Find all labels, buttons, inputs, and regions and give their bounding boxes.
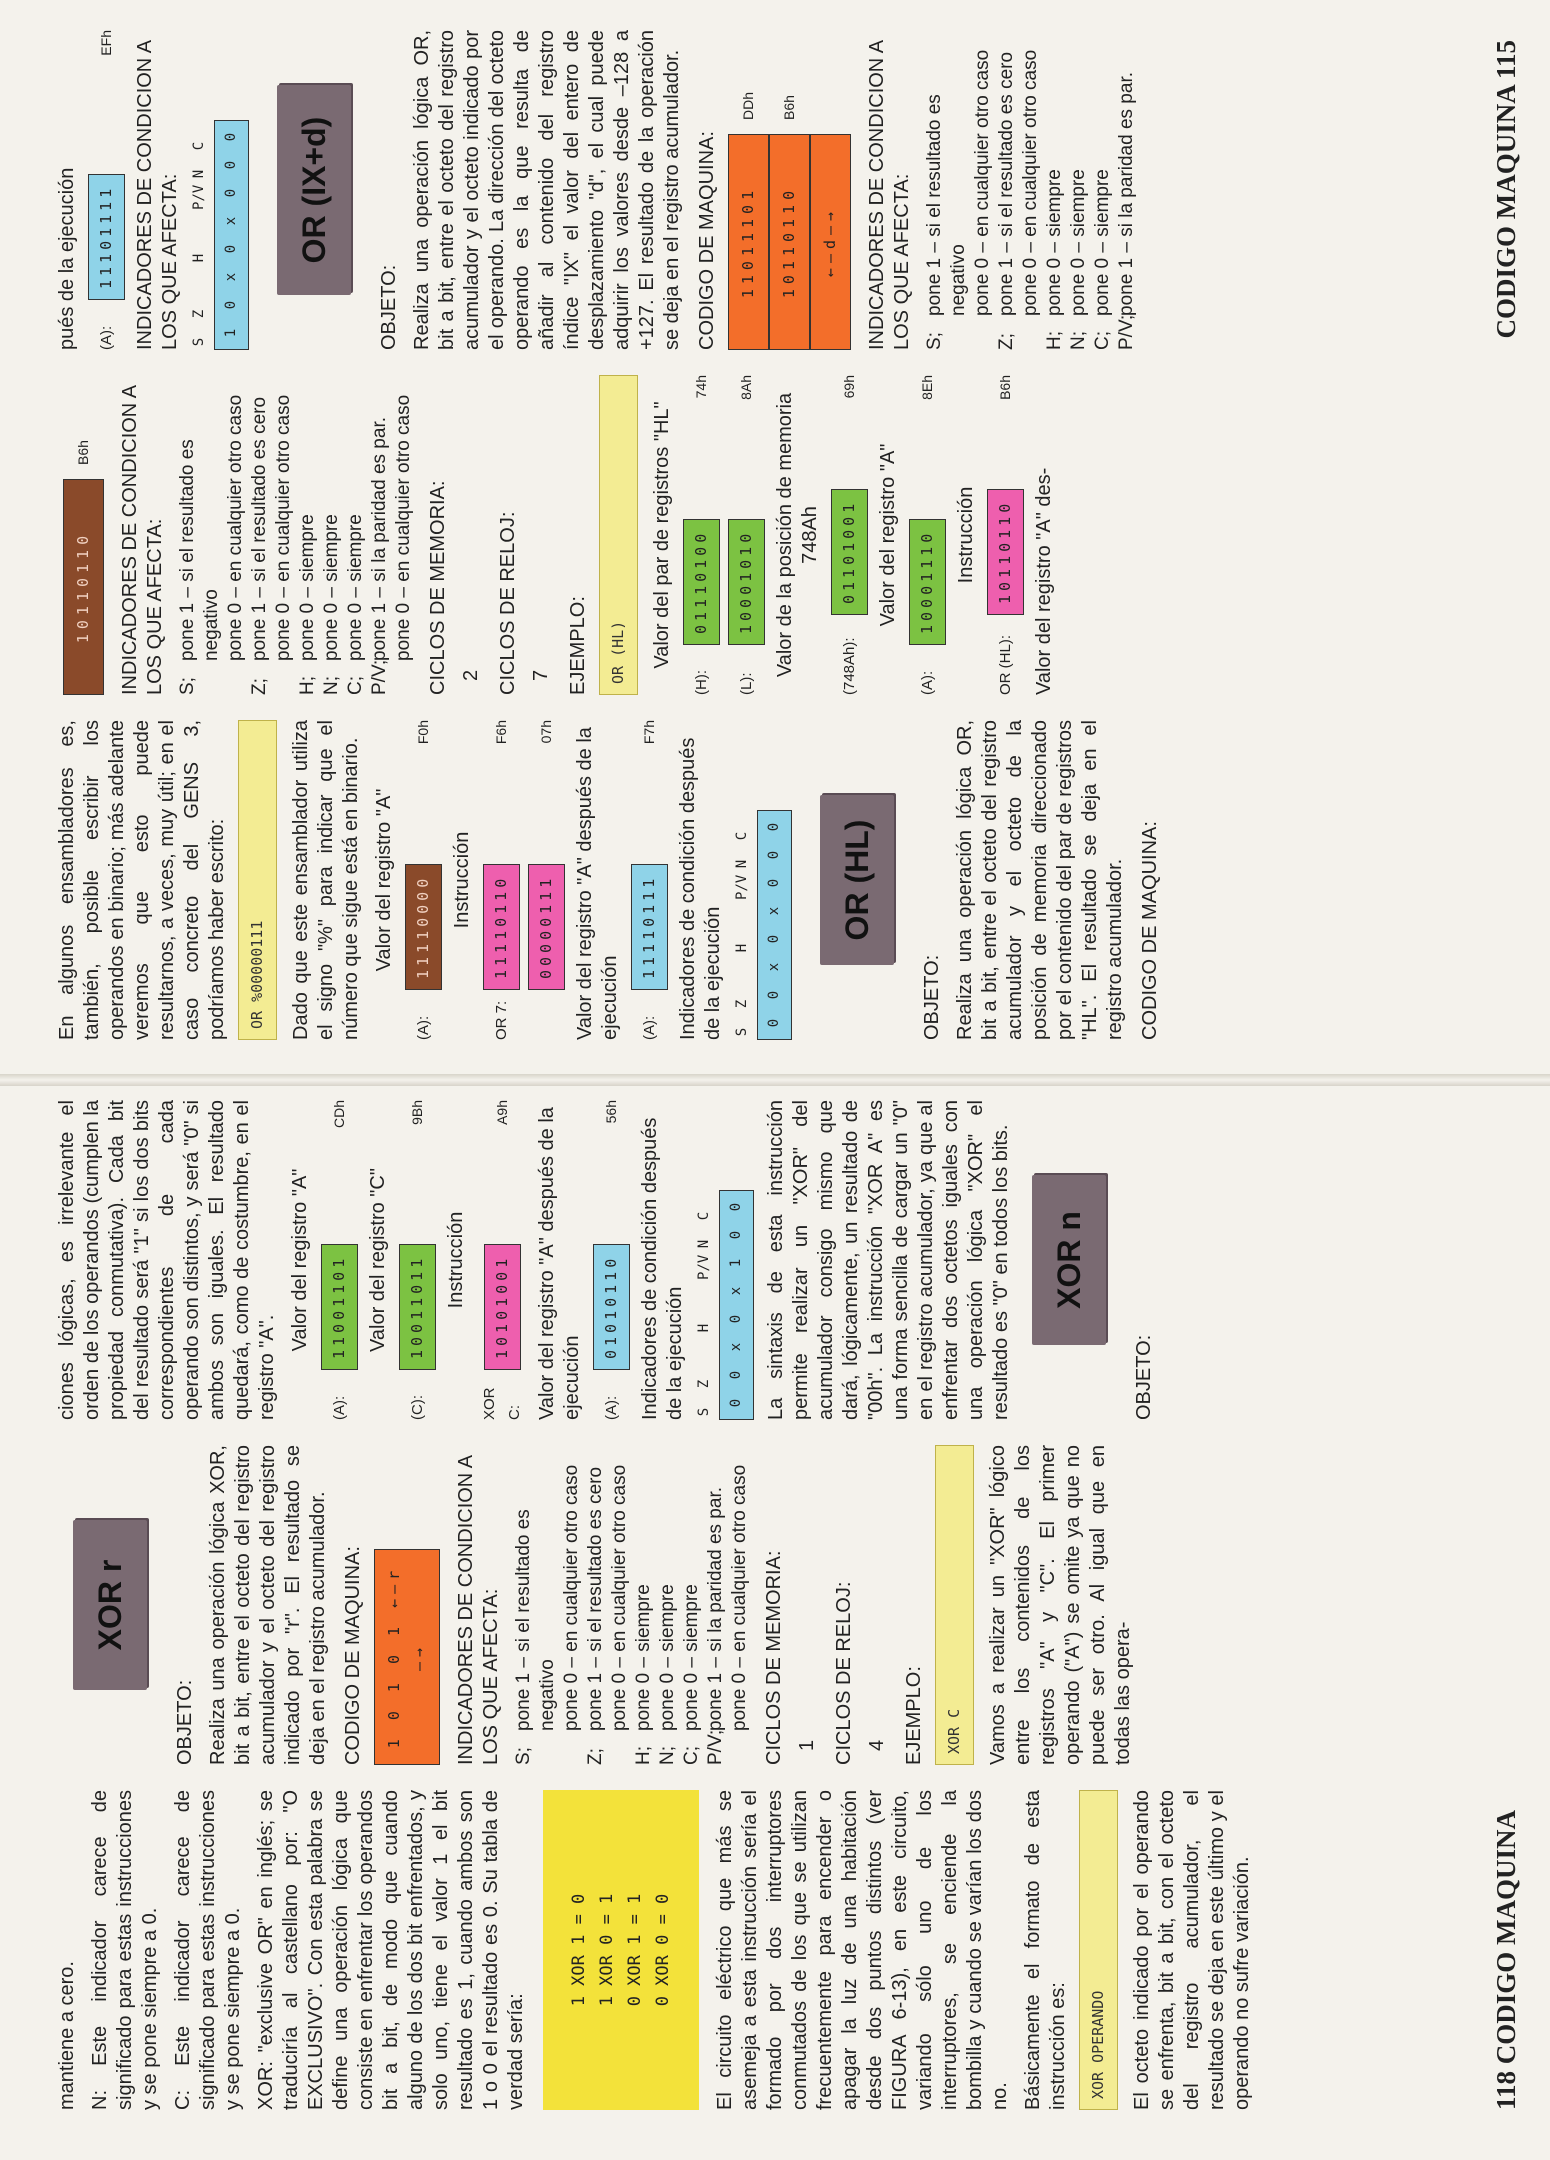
flag-value: 1 [728,1258,744,1268]
register-bits: 10110110 [987,489,1024,615]
register-bits: 10011011 [399,1244,436,1370]
flag-name [187,222,212,238]
register-bits: 11001101 [321,1244,358,1370]
flag-value: 0 [766,1018,782,1028]
paragraph: En algunos ensambladores es, también, posible escribir los operandos en binario; más adelante veremos que esto puede resultarnos, a veces, muy útil; en el caso concreto del GENS 3, podríamos haber escrito: [56,720,228,1040]
value-label: Indicadores de condición después de la ejecución [639,1117,686,1420]
ejemplo-label: EJEMPLO: [567,596,589,695]
left-column-1 [55,1790,1263,2110]
flag-text: pone 0 – siempre [1092,169,1113,316]
register-bits: 10101001 [484,1244,521,1370]
paragraph: ciones lógicas, es irrelevante el orden de los operandos (cumplen la propiedad conmutativa). Cada bit del resultado será "1" si los dos bits correspondientes de cada operando son distintos, y será "0" si ambos son iguales. El resultado quedará, como de costumbre, en el registro "A". [56,1100,278,1420]
register-hex: 69h [841,375,857,399]
truth-row: 0 XOR 0 = 0 [653,1893,673,2007]
flag-value: x [223,216,239,226]
left-column-3 [55,1100,1165,1420]
flag-name: Z [191,309,207,319]
flag-text: pone 0 – siempre [345,514,366,661]
register-bits: 01110100 [683,519,720,645]
flag-text: pone 0 – en cualquier otro caso [561,1464,582,1731]
flag-key [272,661,296,695]
flag-text: pone 0 – en cualquier otro caso [393,394,414,661]
flag-key: P/V; [1116,314,1137,350]
value-label: Instrucción [445,1211,467,1309]
register-row [631,720,668,1040]
flag-text: pone 0 – siempre [1044,169,1065,316]
flag-names [187,30,212,350]
opcode-cell: 10110110 [769,134,810,350]
flag-text: pone 1 – si el resultado es cero [996,51,1017,316]
value-label: Valor de la posición de memoria 748Ah [774,392,821,678]
paragraph: Dado que este ensamblador utiliza el signo "%" para indicar que el número que sigue está en binario. [290,720,362,1040]
flag-text: pone 0 – siempre [321,514,342,661]
register-hex: CDh [331,1100,347,1129]
flags-list [176,375,416,695]
flag-values [757,810,792,1040]
flag-key [971,316,995,350]
flag-value: 0 [223,160,239,170]
register-label: (A): [603,1395,620,1420]
register-bits: 10001110 [909,519,946,645]
opcode-cell: ←—d—→ [810,134,851,350]
paragraph: N: Este indicador carece de significado para estas instrucciones y se pone siempre a 0. [89,1790,161,2110]
objeto-label: OBJETO: [1133,1334,1155,1420]
flag-value: x [728,1342,744,1352]
value-label: Valor del registro "A" después de la ejecución [536,1107,583,1420]
flag-name: S [696,1407,712,1417]
machine-code [63,375,104,695]
right-column-3 [55,30,1139,350]
flag-text: pone 1 – si el resultado es cero [585,1466,606,1731]
flag-name [692,1348,717,1364]
flag-name [730,968,755,984]
machine-code [374,1445,440,1765]
register-row [728,375,765,695]
flag-text: pone 0 – siempre [297,514,318,661]
paragraph: La sintaxis de esta instrucción permite realizar un "XOR" del acumulador consigo mismo que dará, lógicamente, un resultado de "00h". La instrucción "XOR A" es una forma sencilla de cargar un "0" en el registro acumulador, ya que al enfrentar dos octetos iguales con una operación lógica "XOR" el resultado es "0" en todos los bits. [765,1100,1012,1420]
flag-name [730,912,755,928]
flag-value: 1 [223,328,239,338]
register-label: (A): [919,670,936,695]
register-label: (A): [98,325,115,350]
register-row [477,1100,527,1420]
value-label: Valor del registro "A" [877,443,899,627]
right-column-2 [55,375,1057,695]
flag-text: pone 1 – si el resultado es negativo [177,439,222,661]
register-hex: 8Ah [738,375,754,400]
left-column-2 [55,1445,1144,1765]
flag-name: P/V [734,874,750,900]
register-bits: 10001010 [728,519,765,645]
flag-value: 0 [766,850,782,860]
flag-key: P/V; [705,1729,726,1765]
flag-key: S; [924,332,945,350]
instruction-title: XOR n [1032,1175,1106,1345]
flag-key: H; [633,1746,654,1765]
flag-key: C; [1092,331,1113,350]
register-row [483,720,520,1040]
instruction-title: OR (HL) [820,795,894,965]
value-label: INDICADORES DE CONDICION A LOS QUE AFECTA: [134,41,181,350]
register-label: OR (HL): [997,635,1014,695]
flag-key [392,661,416,695]
flag-name: S [734,1027,750,1037]
opcode-hex: B6h [781,95,797,120]
flag-text: pone 1 – si el resultado es cero [249,396,270,661]
flag-value: x [728,1286,744,1296]
flag-text: pone 1 – si el resultado es negativo [513,1509,558,1731]
flag-name: N [191,169,207,179]
flag-key: N; [657,1746,678,1765]
paragraph: El octeto indicado por el operando se enfrenta, bit a bit, con el octeto del registro acumulador, el resultado se deja en este último y el operando no sufre variación. [1131,1790,1253,2110]
machine-code [728,30,851,350]
truth-row: 1 XOR 0 = 1 [597,1893,617,2007]
register-row [909,375,946,695]
flag-text: pone 0 – siempre [657,1584,678,1731]
flag-key: P/V; [369,659,390,695]
flag-name: C [191,141,207,151]
register-hex: 07h [538,720,554,744]
codigo-label: CODIGO DE MAQUINA: [342,1546,364,1765]
flag-name: C [734,831,750,841]
xor-truth-table [543,1790,699,2110]
flag-key: C; [345,676,366,695]
flag-name: Z [734,999,750,1009]
flag-key [728,1731,752,1765]
indicadores-label: INDICADORES DE CONDICION A LOS QUE AFECTA: [119,386,166,695]
ejemplo-label: EJEMPLO: [903,1666,925,1765]
flag-value: 0 [728,1370,744,1380]
flag-text: pone 0 – en cualquier otro caso [225,394,246,661]
objeto-text: Realiza una operación lógica OR, bit a bit, entre el octeto del registro acumulador y el octeto de la posición de memoria direccionado por el contenido del par de registros "HL". El resultado se deja en el registro acumulador. [954,720,1126,1040]
flag-names [692,1100,717,1420]
register-bits: 11110000 [405,864,442,990]
flag-value: x [766,962,782,972]
register-hex: 9Bh [409,1100,425,1125]
paragraph: mantiene a cero. [56,1961,78,2110]
flag-name: S [191,337,207,347]
flag-value: 0 [766,934,782,944]
flag-key: Z; [996,333,1017,350]
instruction-title: OR (IX+d) [277,85,351,295]
flag-key: Z; [249,678,270,695]
register-row [88,30,125,350]
indicadores-label: INDICADORES DE CONDICION A LOS QUE AFECTA: [866,41,913,350]
flag-key: N; [321,676,342,695]
flag-text: pone 0 – en cualquier otro caso [972,49,993,316]
ciclos-memoria-label: CICLOS DE MEMORIA: [763,1550,785,1765]
paragraph: XOR: "exclusive OR" en inglés; se traduciría al castellano por: "O EXCLUSIVO". Con esta palabra se define una operación lógica que consiste en enfrentar los operandos bit a bit, de modo que cuando alguno de los dos bit enfrentados, y solo uno, tiene el valor 1 el bit resultado es 1, cuando ambos son 1 o 0 el resultado es 0. Su tabla de verdad sería: [255,1790,527,2110]
flag-key: S; [177,677,198,695]
register-hex: F7h [641,720,657,745]
ciclos-reloj-label: CICLOS DE RELOJ: [833,1581,855,1765]
flag-text: pone 0 – siempre [1068,169,1089,316]
objeto-text: Realiza una operación lógica OR, bit a bit, entre el octeto del registro acumulador y el octeto indicado por el operando. La dirección del octeto operando es la que resulta de añadir al contenido del registro índice "IX" el valor del entero de desplazamiento "d", el cual puede adquirir los valores desde –128 a +127. El resultado de la operación se deja en el registro acumulador. [411,30,683,350]
right-column-1 [55,720,1171,1040]
code-box: OR %00000111 [238,720,277,1040]
objeto-label: OBJETO: [921,954,943,1040]
register-row [987,375,1024,695]
flag-name: N [734,859,750,869]
flag-name: H [734,943,750,953]
register-hex: F0h [415,720,431,745]
flag-text: pone 1 – si la paridad es par. [1116,71,1137,316]
flag-names [730,720,755,1040]
value-label: Indicadores de condición después de la ejecución [677,737,724,1040]
ciclos-reloj-value: 7 [530,669,552,681]
register-label: XOR C: [481,1387,523,1420]
register-label: (C): [409,1395,426,1420]
paragraph: El circuito eléctrico que más se asemeja a esta instrucción sería el formado por dos interruptores conmutados de los que se utilizan frecuentemente para encender o apagar la luz de una habitación desde dos puntos distintos (ver FIGURA 6-13), en este circuito, variando sólo uno de los interruptores, se enciende la bombilla y cuando se varían los dos no. [714,1790,1011,2110]
flag-name: C [696,1211,712,1221]
paragraph: Vamos a realizar un "XOR" lógico entre los contenidos de los registros "A" y "C". El primer operando ("A") se omite ya que no puede ser otro. Al igual que en todas las opera- [987,1445,1134,1765]
register-bits: 01101001 [831,489,868,615]
flag-name [692,1292,717,1308]
flag-key: H; [1044,331,1065,350]
register-hex: 8Eh [919,375,935,400]
flag-name: H [191,253,207,263]
flag-values [214,120,249,350]
opcode-hex: B6h [75,440,91,465]
ciclos-memoria-value: 2 [460,669,482,681]
flag-text: pone 0 – en cualquier otro caso [609,1464,630,1731]
flag-text: pone 0 – en cualquier otro caso [729,1464,750,1731]
ejemplo-box: XOR C [935,1445,974,1765]
register-row [405,720,442,1040]
flag-key: H; [297,676,318,695]
register-label: (748Ah): [841,637,858,695]
opcode-cell: 1 0 1 0 1 ←—r—→ [374,1549,440,1765]
ciclos-memoria-value: 1 [796,1739,818,1751]
truth-row: 0 XOR 1 = 1 [625,1893,645,2007]
codigo-label: CODIGO DE MAQUINA: [1139,821,1161,1040]
register-bits: 11110111 [631,864,668,990]
flag-key: N; [1068,331,1089,350]
flag-value: 0 [728,1398,744,1408]
register-label: (A): [641,1015,658,1040]
register-row [683,375,720,695]
indicadores-label: INDICADORES DE CONDICION A LOS QUE AFECTA: [455,1456,502,1765]
opcode-cell: 10110110 [63,479,104,695]
flag-name [187,278,212,294]
objeto-label: OBJETO: [378,264,400,350]
flag-key [560,1731,584,1765]
flags-list [512,1445,752,1765]
flag-value: 0 [766,878,782,888]
opcode-hex: DDh [740,91,756,120]
page-footer: 118 CODIGO MAQUINA [1491,1809,1521,2110]
instruction-title: XOR r [73,1520,147,1690]
register-row [528,720,565,1040]
paragraph: Básicamente el formato de esta instrucción es: [1022,1790,1069,2110]
value-label: Valor del registro "A" [373,788,395,972]
ejemplo-box: OR (HL) [599,375,638,695]
flag-key: C; [681,1746,702,1765]
flag-text: pone 1 – si el resultado es negativo [924,94,969,316]
register-bits: 11101111 [88,174,125,300]
opcode-cell: 11011101 [728,134,769,350]
register-row [321,1100,358,1420]
paragraph: C: Este indicador carece de significado para estas instrucciones y se pone siempre a 0. [172,1790,244,2110]
register-label: OR 7: [493,1000,510,1040]
flag-text: pone 0 – siempre [633,1584,654,1731]
register-row [593,1100,630,1420]
flag-key [1019,316,1043,350]
page-footer: CODIGO MAQUINA 115 [1491,40,1521,339]
objeto-text: Realiza una operación lógica XOR, bit a bit, entre el octeto del registro acumulador y el octeto del registro indicado por "r". El resultado se deja en el registro acumulador. [207,1445,329,1765]
value-label: Instrucción [955,486,977,584]
register-hex: F6h [493,720,509,745]
flag-name: P/V [191,184,207,210]
flag-value: 0 [728,1202,744,1212]
flag-value: x [223,272,239,282]
flag-values [719,1190,754,1420]
flag-text: pone 1 – si la paridad es par. [369,416,390,661]
truth-row: 1 XOR 1 = 0 [569,1893,589,2007]
register-bits: 01010110 [593,1244,630,1370]
flag-name: H [696,1323,712,1333]
register-hex: EFh [98,30,114,56]
value-label: pués de la ejecución [56,167,78,350]
flag-name: N [696,1239,712,1249]
flag-value: 0 [766,990,782,1000]
flag-value: 0 [766,822,782,832]
format-box: XOR OPERANDO [1079,1790,1118,2110]
register-hex: 56h [603,1100,619,1124]
flag-name: Z [696,1379,712,1389]
register-hex: A9h [493,1100,510,1125]
register-row [831,375,868,695]
flag-value: 0 [223,244,239,254]
left-page [0,1080,1550,2160]
flag-key: Z; [585,1748,606,1765]
register-hex: 74h [693,375,709,399]
value-label: Valor del par de registros "HL" [651,401,673,669]
flag-key [608,1731,632,1765]
register-row [399,1100,436,1420]
flag-text: pone 0 – en cualquier otro caso [273,394,294,661]
register-label: (A): [415,1015,432,1040]
register-label: (A): [331,1395,348,1420]
codigo-label: CODIGO DE MAQUINA: [696,131,718,350]
ciclos-reloj-label: CICLOS DE RELOJ: [497,511,519,695]
value-label: Valor del registro "A" des- [1033,467,1055,695]
register-hex: B6h [997,375,1013,400]
flag-key [224,661,248,695]
flag-key: S; [513,1747,534,1765]
ciclos-memoria-label: CICLOS DE MEMORIA: [427,480,449,695]
register-bits: 11110110 [483,864,520,990]
flag-name: P/V [696,1254,712,1280]
flag-value: 0 [728,1230,744,1240]
value-label: Valor del registro "A" después de la ejecución [574,727,621,1040]
flag-value: 0 [223,188,239,198]
flag-value: 0 [223,132,239,142]
flag-value: x [766,906,782,916]
register-label: (H): [693,670,710,695]
value-label: Valor del registro "A" [289,1168,311,1352]
flags-list [923,30,1139,350]
register-label: (L): [738,672,755,695]
register-bits: 00000111 [528,864,565,990]
flag-text: pone 0 – siempre [681,1584,702,1731]
value-label: Valor del registro "C" [367,1168,389,1352]
flag-text: pone 1 – si la paridad es par. [705,1486,726,1731]
flag-text: pone 0 – en cualquier otro caso [1020,49,1041,316]
objeto-label: OBJETO: [174,1679,196,1765]
ciclos-reloj-value: 4 [866,1739,888,1751]
flag-value: 0 [223,300,239,310]
flag-value: 0 [728,1314,744,1324]
value-label: Instrucción [451,831,473,929]
